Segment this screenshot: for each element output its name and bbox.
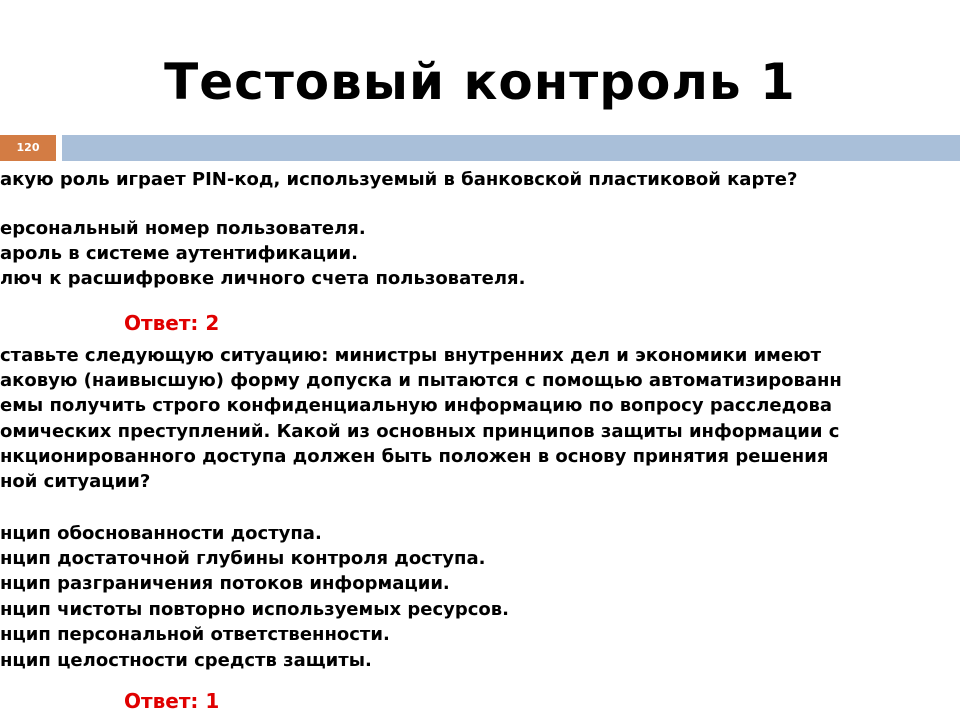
- question-2-line-4: омических преступлений. Какой из основных принципов защиты информации с: [0, 421, 840, 442]
- question-1-text: акую роль играет PIN-код, используемый в банковской пластиковой карте?: [0, 169, 798, 190]
- question-2-option-6: нцип целостности средств защиты.: [0, 650, 372, 671]
- question-2-option-1: нцип обоснованности доступа.: [0, 523, 322, 544]
- question-1-answer: Ответ: 2: [124, 311, 220, 335]
- question-2-option-3: нцип разграничения потоков информации.: [0, 573, 450, 594]
- question-2-option-2: нцип достаточной глубины контроля доступа.: [0, 548, 486, 569]
- slide-number: 120: [0, 135, 56, 161]
- question-2-line-5: нкционированного доступа должен быть положен в основу принятия решения: [0, 446, 829, 467]
- slide-title: Тестовый контроль 1: [164, 53, 796, 111]
- question-1-option-1: ерсональный номер пользователя.: [0, 218, 366, 239]
- question-2-line-6: ной ситуации?: [0, 471, 151, 492]
- question-1-option-2: ароль в системе аутентификации.: [0, 243, 358, 264]
- question-2-option-4: нцип чистоты повторно используемых ресурсов.: [0, 599, 510, 620]
- question-2-answer: Ответ: 1: [124, 689, 220, 713]
- question-1-option-3: люч к расшифровке личного счета пользователя.: [0, 268, 526, 289]
- question-2-option-5: нцип персональной ответственности.: [0, 624, 390, 645]
- question-2-line-1: ставьте следующую ситуацию: министры внутренних дел и экономики имеют: [0, 345, 822, 366]
- question-2-line-3: емы получить строго конфиденциальную информацию по вопросу расследова: [0, 395, 833, 416]
- question-2-line-2: аковую (наивысшую) форму допуска и пытаются с помощью автоматизированн: [0, 370, 842, 391]
